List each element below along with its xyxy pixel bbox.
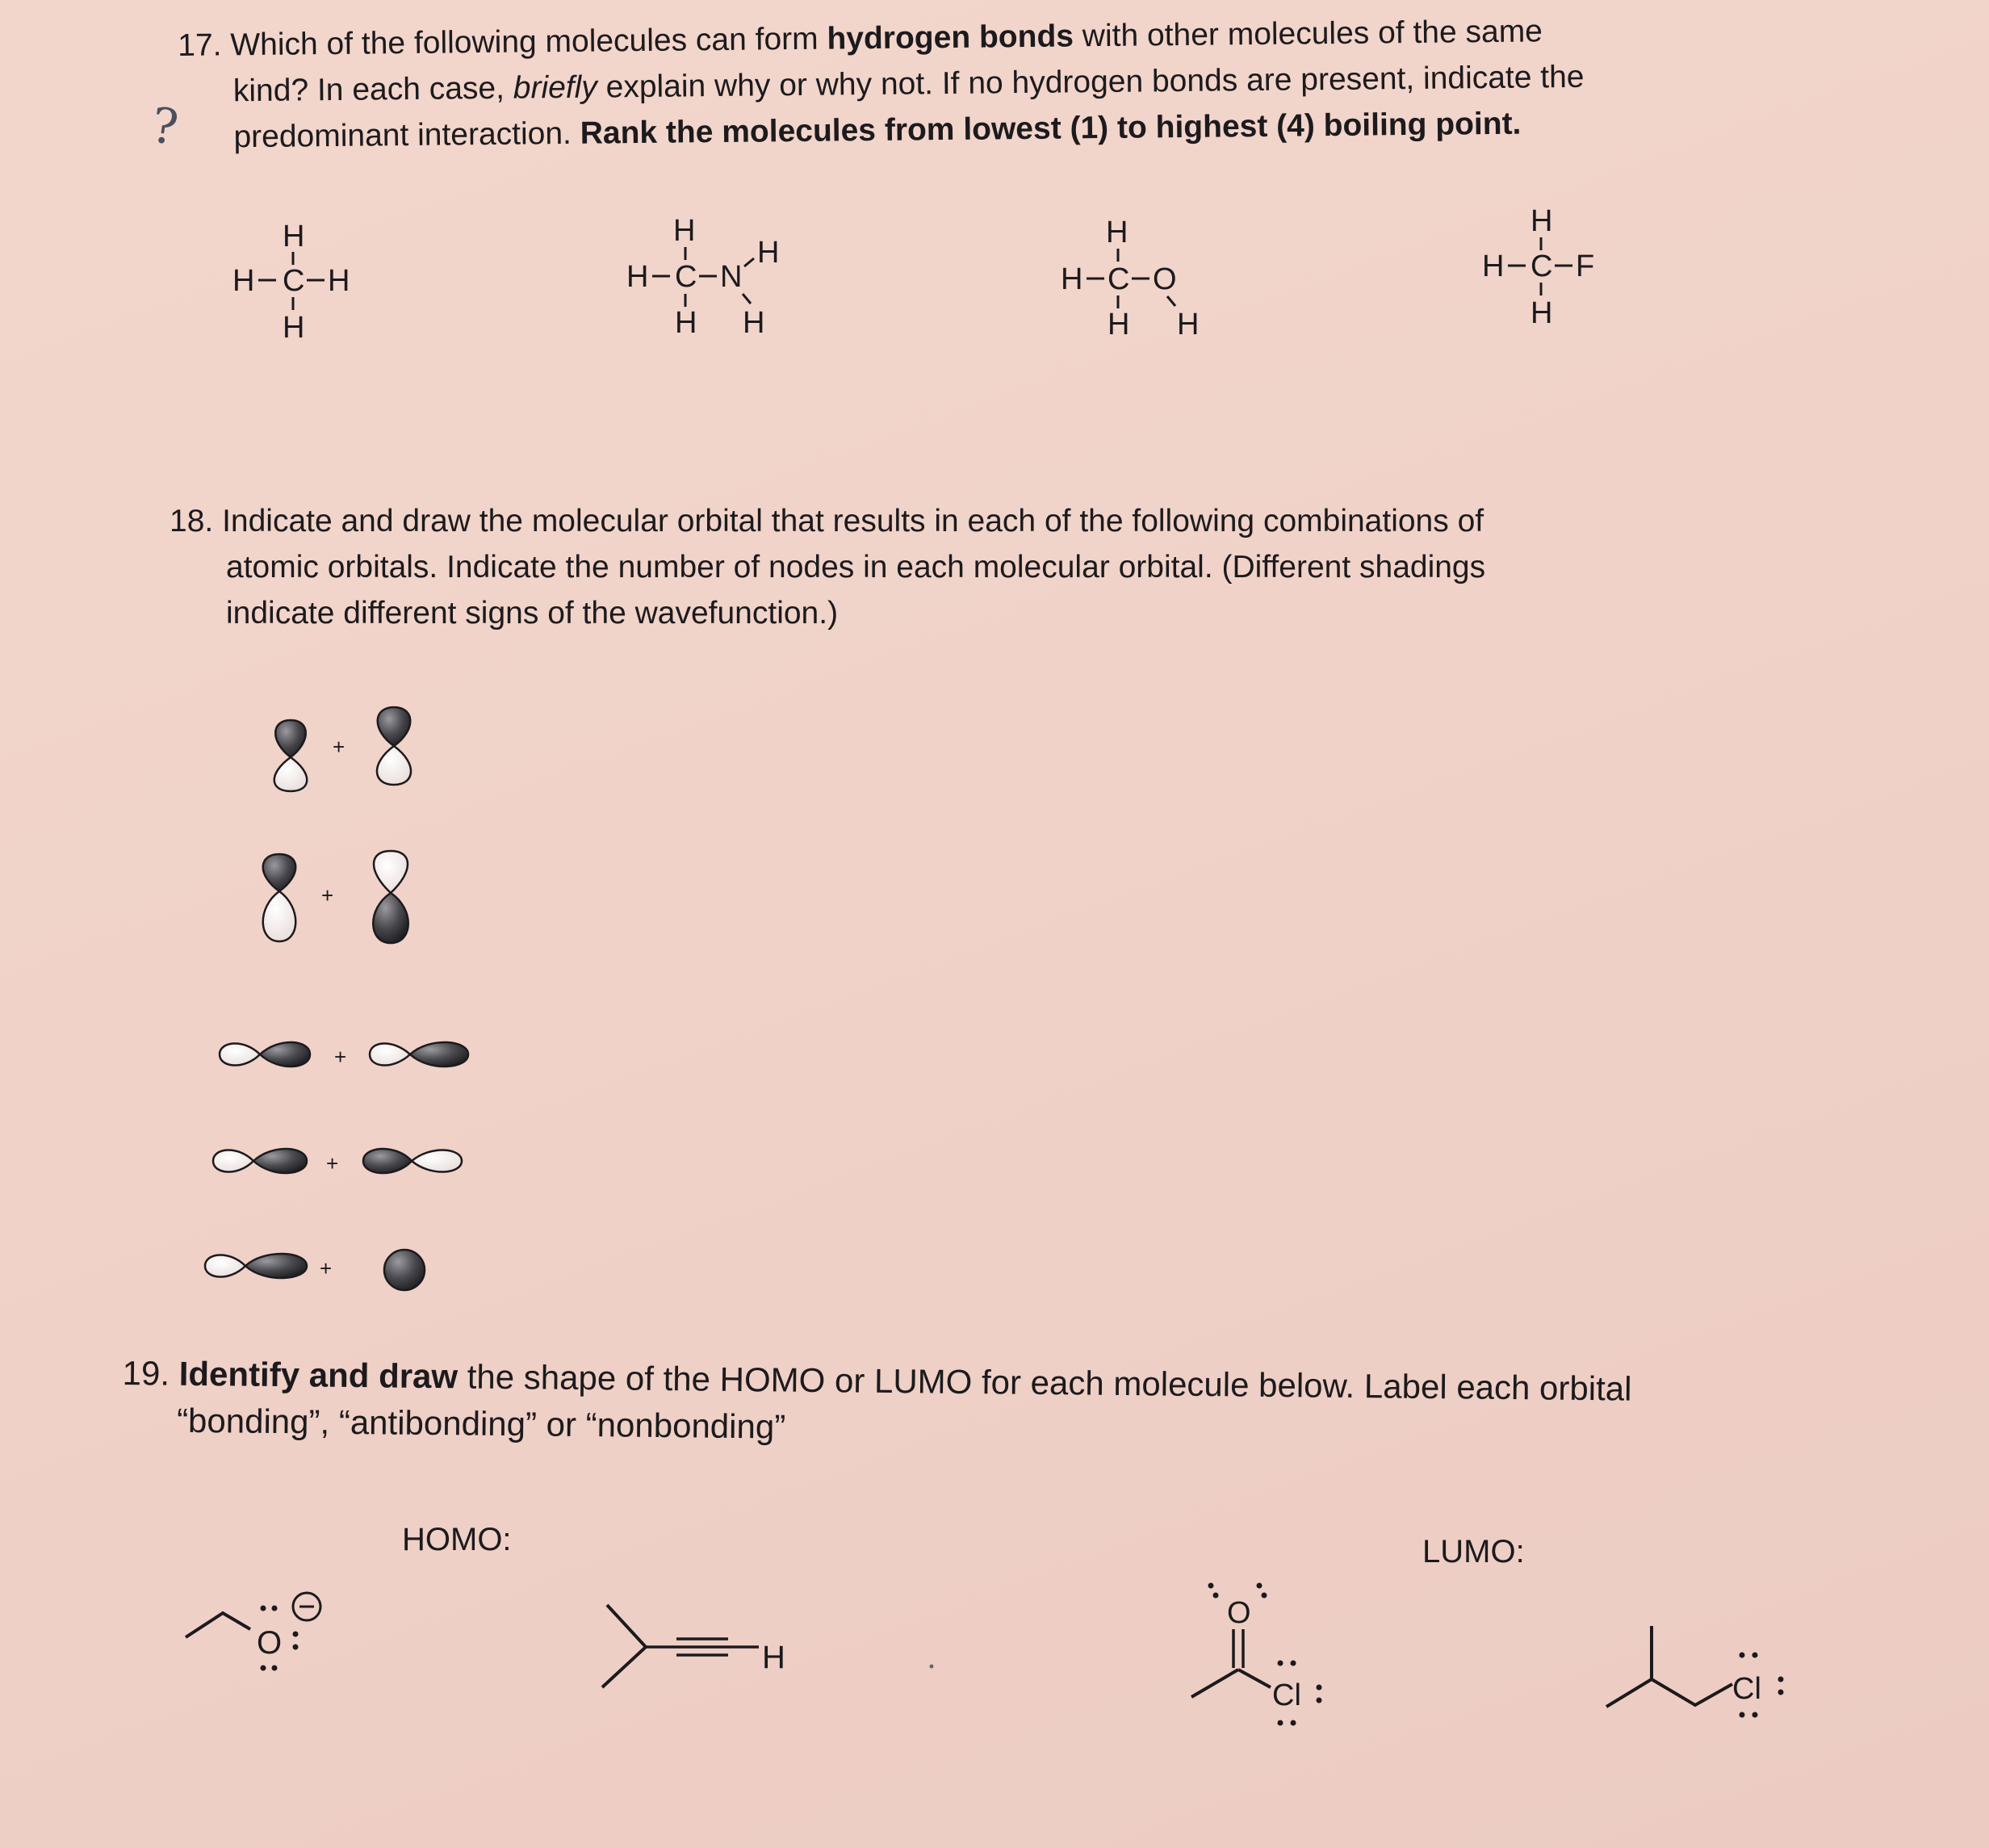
acyl-ccl-bond [1238, 1670, 1271, 1687]
isobutyl-skeleton [1606, 1679, 1732, 1707]
methane-c: C [283, 264, 305, 298]
methylamine-h-n-down: H [743, 306, 765, 340]
p-orbital-horizontal-4a [213, 1149, 307, 1173]
alkyne-hydrogen: H [762, 1640, 785, 1675]
p-orbital-horizontal-3b [370, 1042, 468, 1066]
ethoxide-oxygen: O [257, 1625, 283, 1661]
methylamine-h-n-up: H [757, 236, 780, 270]
isobutyl-cl-lone-pair-dot [1778, 1690, 1784, 1695]
methanol-h-left: H [1061, 262, 1083, 296]
acyl-cl-lone-pair-dot [1291, 1720, 1296, 1726]
acyl-oxygen: O [1227, 1596, 1251, 1630]
methylamine-h-bottom: H [675, 306, 697, 340]
methylamine-h-left: H [626, 260, 649, 294]
methane-h-left: H [232, 264, 255, 298]
fluoromethane-h-top: H [1530, 204, 1553, 238]
plus-sign-3: + [334, 1045, 347, 1069]
molecule-acetyl-chloride [1191, 1583, 1322, 1726]
ethoxide-lone-pair-dot [261, 1666, 266, 1671]
acyl-cl-lone-pair-dot [1278, 1661, 1283, 1666]
stray-dot [930, 1665, 934, 1669]
ethoxide-lone-pair-dot [272, 1606, 278, 1611]
molecule-methanol [1061, 216, 1199, 342]
plus-sign-4: + [326, 1151, 339, 1175]
methylamine-h-top: H [673, 214, 696, 248]
question-18-number: 18. [170, 504, 214, 538]
isobutyl-cl-lone-pair-dot [1740, 1712, 1745, 1718]
methane-h-bottom: H [283, 311, 305, 345]
p-orbital-vertical-2b [373, 851, 408, 943]
orbital-pair-1 [274, 707, 411, 791]
q17-line1-pre: Which of the following molecules can form [230, 21, 827, 63]
methylamine-bond-nh-up [744, 258, 754, 266]
plus-sign-5: + [320, 1256, 333, 1280]
handwritten-question-mark: ? [148, 97, 182, 157]
acyl-o-lone-pair-dot [1213, 1593, 1219, 1599]
acyl-cl-lone-pair-dot [1317, 1698, 1322, 1703]
methylamine-n: N [720, 260, 743, 294]
q17-line2-italic: briefly [513, 69, 598, 106]
q17-line3-bold: Rank the molecules from lowest (1) to highest (4) boiling point. [580, 106, 1522, 151]
molecule-isopropyl-acetylene [602, 1605, 785, 1687]
methane-h-right: H [328, 264, 350, 298]
orbital-pair-5 [205, 1250, 425, 1290]
q17-line2-post: explain why or why not. If no hydrogen bonds are present, indicate the [597, 59, 1585, 105]
p-orbital-vertical-2a [263, 854, 296, 941]
acyl-cl-lone-pair-dot [1317, 1685, 1322, 1691]
question-17-number: 17. [178, 27, 222, 63]
q17-line2-pre: kind? In each case, [232, 70, 513, 109]
acyl-o-lone-pair-dot [1257, 1583, 1262, 1589]
isobutyl-chlorine: Cl [1732, 1672, 1761, 1706]
q18-line3: indicate different signs of the wavefunction.) [226, 596, 839, 631]
plus-sign-1: + [333, 735, 345, 759]
methylamine-bond-nh-down [743, 294, 751, 304]
orbital-pair-2 [263, 851, 408, 943]
q17-line3-pre: predominant interaction. [233, 115, 580, 155]
isobutyl-cl-lone-pair-dot [1740, 1653, 1745, 1658]
q17-line1-post: with other molecules of the same [1073, 14, 1543, 54]
molecule-isobutyl-chloride [1606, 1626, 1784, 1718]
isobutyl-cl-lone-pair-dot [1778, 1677, 1784, 1682]
molecule-fluoromethane [1482, 204, 1594, 330]
methanol-h-bottom: H [1108, 308, 1130, 342]
methanol-c: C [1108, 262, 1130, 296]
q18-line2: atomic orbitals. Indicate the number of nodes in each molecular orbital. (Different shadings [226, 550, 1486, 585]
p-orbital-vertical-1a [274, 720, 308, 791]
methylamine-c: C [675, 260, 697, 294]
acyl-methyl-bond [1191, 1670, 1238, 1697]
orbital-pair-4 [213, 1149, 462, 1175]
methanol-h-o: H [1177, 308, 1200, 342]
fluoromethane-c: C [1530, 249, 1553, 283]
plus-sign-2: + [321, 883, 334, 907]
ethoxide-lone-pair-dot [261, 1606, 266, 1611]
homo-label: HOMO: [402, 1522, 512, 1557]
methanol-h-top: H [1106, 216, 1128, 249]
isobutyl-cl-lone-pair-dot [1752, 1712, 1758, 1718]
q17-line1-bold: hydrogen bonds [827, 19, 1074, 57]
alkyne-isopropyl-skeleton [602, 1605, 646, 1687]
ethoxide-skeleton [186, 1613, 250, 1637]
ethoxide-lone-pair-dot [293, 1632, 299, 1637]
acyl-o-lone-pair-dot [1262, 1593, 1267, 1599]
fluoromethane-h-bottom: H [1530, 296, 1553, 330]
p-orbital-horizontal-4b [363, 1149, 462, 1173]
molecule-methylamine [626, 214, 779, 340]
q19-line1-bold: Identify and draw [178, 1354, 459, 1396]
molecule-ethoxide [186, 1593, 320, 1671]
p-orbital-horizontal-3a [220, 1042, 310, 1066]
acyl-chlorine: Cl [1272, 1678, 1301, 1712]
q19-line1-post: the shape of the HOMO or LUMO for each molecule below. Label each orbital [457, 1357, 1632, 1408]
fluoromethane-h-left: H [1482, 249, 1505, 283]
orbital-pair-3 [220, 1042, 468, 1069]
isobutyl-cl-lone-pair-dot [1752, 1653, 1758, 1658]
molecule-methane [232, 220, 350, 345]
acyl-o-lone-pair-dot [1208, 1583, 1214, 1589]
p-orbital-horizontal-5a [205, 1254, 307, 1278]
p-orbital-vertical-1b [377, 707, 411, 785]
methanol-bond-oh [1167, 296, 1175, 306]
q18-line1: Indicate and draw the molecular orbital that results in each of the following combinations of [222, 504, 1484, 538]
acyl-cl-lone-pair-dot [1291, 1661, 1296, 1666]
acyl-cl-lone-pair-dot [1278, 1720, 1283, 1726]
fluoromethane-f: F [1576, 249, 1595, 283]
ethoxide-lone-pair-dot [272, 1666, 278, 1671]
s-orbital [384, 1250, 425, 1290]
lumo-label: LUMO: [1422, 1534, 1525, 1569]
methane-h-top: H [283, 220, 305, 254]
ethoxide-lone-pair-dot [293, 1645, 299, 1650]
methanol-o: O [1153, 262, 1177, 296]
question-19-number: 19. [122, 1353, 170, 1393]
q19-line2: “bonding”, “antibonding” or “nonbonding” [176, 1401, 786, 1446]
